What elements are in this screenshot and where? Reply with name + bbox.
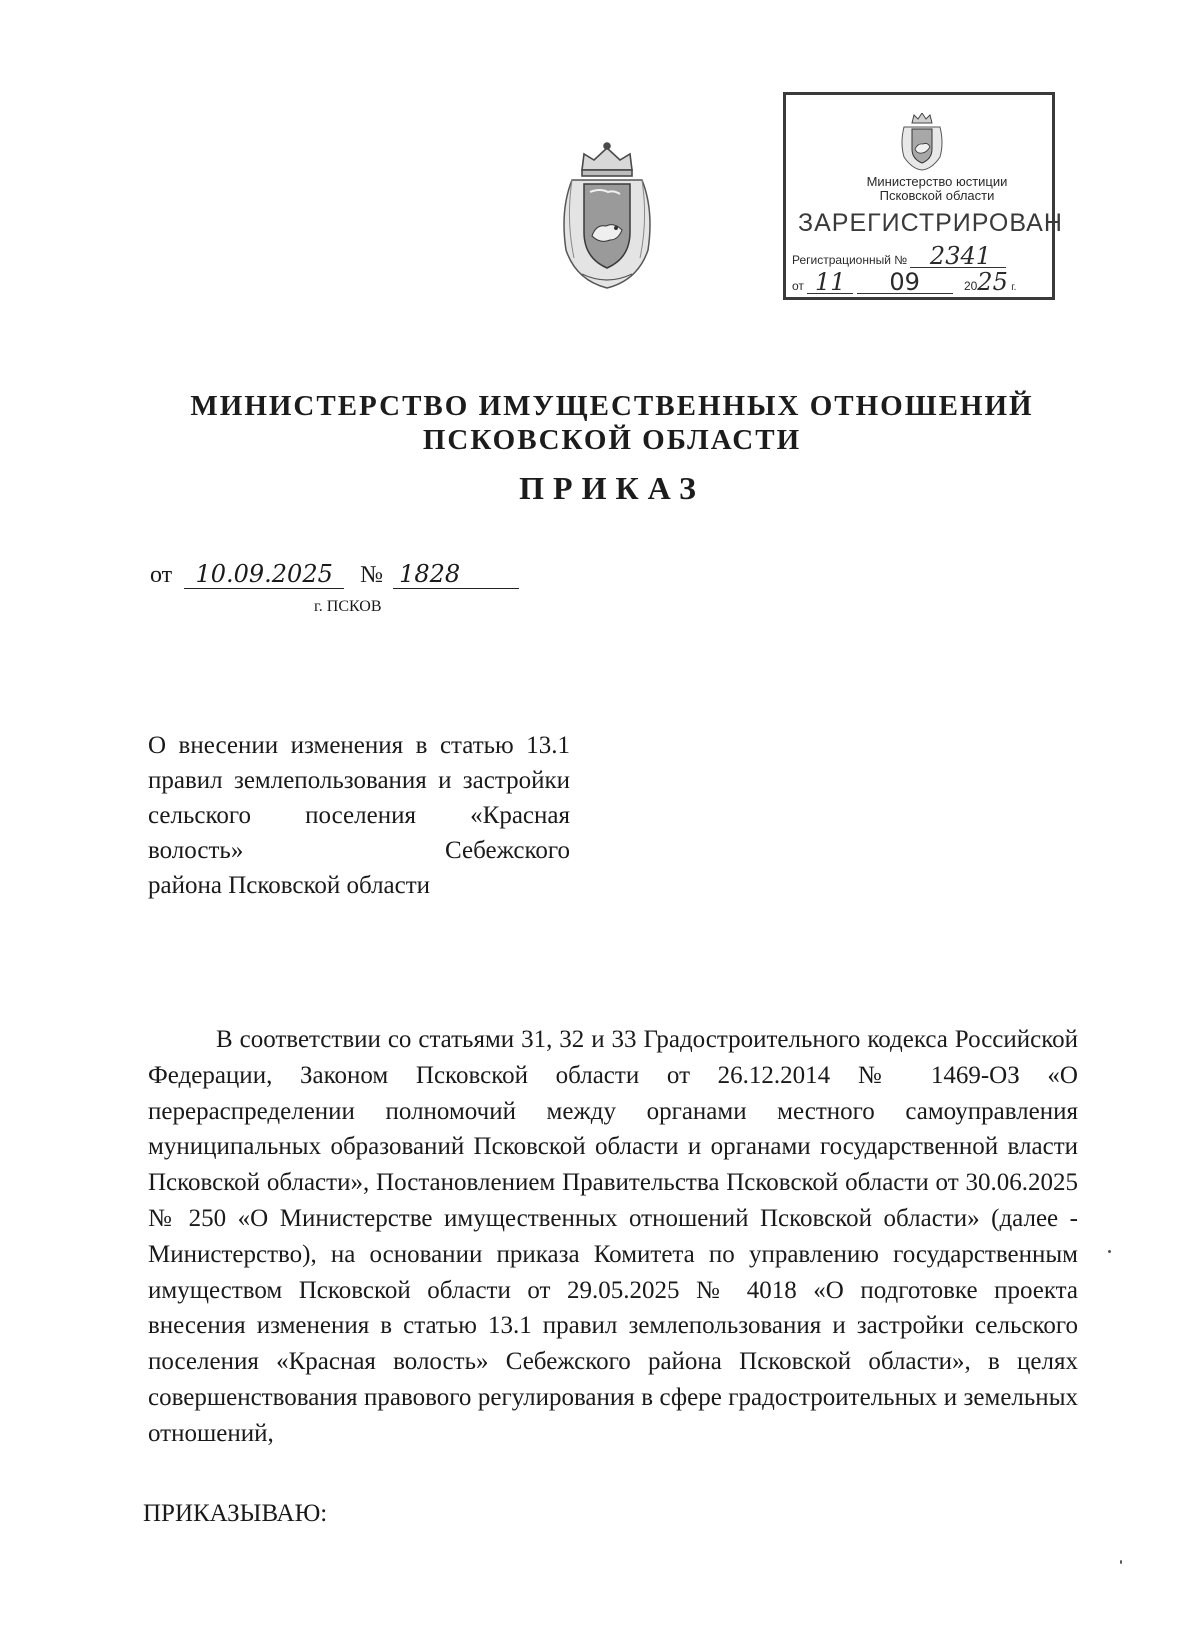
preamble-paragraph: В соответствии со статьями 31, 32 и 33 Градостроительного кодекса Российской Федерации, Законом Псковской области от 26.12.2014 № 1469-ОЗ «О перераспределении полномочий между органами местного самоуправления муниципальных образований Псковской области и органами государственной власти Псковской области», Постановлением Правительства Псковской области от 30.06.2025 № 250 «О Министерстве имущественных отношений Псковской области» (далее - Министерство), на основании приказа Комитета по управлению государственным имуществом Псковской области от 29.05.2025 № 4018 «О подготовке проекта внесения изменения в статью 13.1 правил землепользования и застройки сельского поселения «Красная волость» Себежского района Псковской области», в целях совершенствования правового регулирования в сфере градостроительных и земельных отношений,: [148, 1026, 1078, 1447]
document-type: ПРИКАЗ: [519, 470, 705, 506]
order-date-prefix: от: [150, 562, 173, 588]
scan-speck: [1108, 1250, 1111, 1253]
stamp-year-prefix: 20: [963, 279, 978, 293]
order-number: 1828: [393, 560, 519, 589]
registration-stamp: [783, 92, 1063, 300]
stamp-org-line2: Псковской области: [879, 188, 995, 203]
stamp-emblem-icon: [898, 113, 946, 171]
org-title-line1: МИНИСТЕРСТВО ИМУЩЕСТВЕННЫХ ОТНОШЕНИЙ: [190, 390, 1034, 422]
stamp-date-row: [792, 268, 1050, 296]
order-number-sign: №: [360, 562, 384, 588]
stamp-reg-number: 2341: [910, 245, 1006, 268]
stamp-date-prefix: от: [792, 279, 804, 293]
stamp-date-day: 11: [807, 271, 853, 294]
stamp-org-line1: Министерство юстиции: [866, 174, 1008, 189]
order-subject-text: О внесении изменения в статью 13.1 правил землепользования и застройки сельского поселения «Красная волость» Себежского: [148, 732, 570, 864]
stamp-reg-row: [792, 242, 1006, 270]
stamp-reg-label: Регистрационный №: [792, 253, 908, 267]
city: г. ПСКОВ: [314, 598, 382, 615]
stamp-date-month: 09: [857, 271, 953, 294]
stamp-year-tail: г.: [1011, 282, 1017, 293]
coat-of-arms: [552, 140, 662, 290]
order-subject: [148, 728, 570, 903]
order-subject-last-line: района Псковской области: [148, 872, 431, 899]
org-title-line2: ПСКОВСКОЙ ОБЛАСТИ: [422, 424, 802, 456]
order-word: ПРИКАЗЫВАЮ:: [143, 1500, 328, 1527]
scan-speck: [1120, 1560, 1122, 1564]
order-date-number-row: [150, 560, 519, 589]
stamp-year-suffix: 25: [977, 268, 1008, 296]
stamp-status: ЗАРЕГИСТРИРОВАН: [798, 209, 1063, 237]
order-date: 10.09.2025: [184, 560, 344, 589]
